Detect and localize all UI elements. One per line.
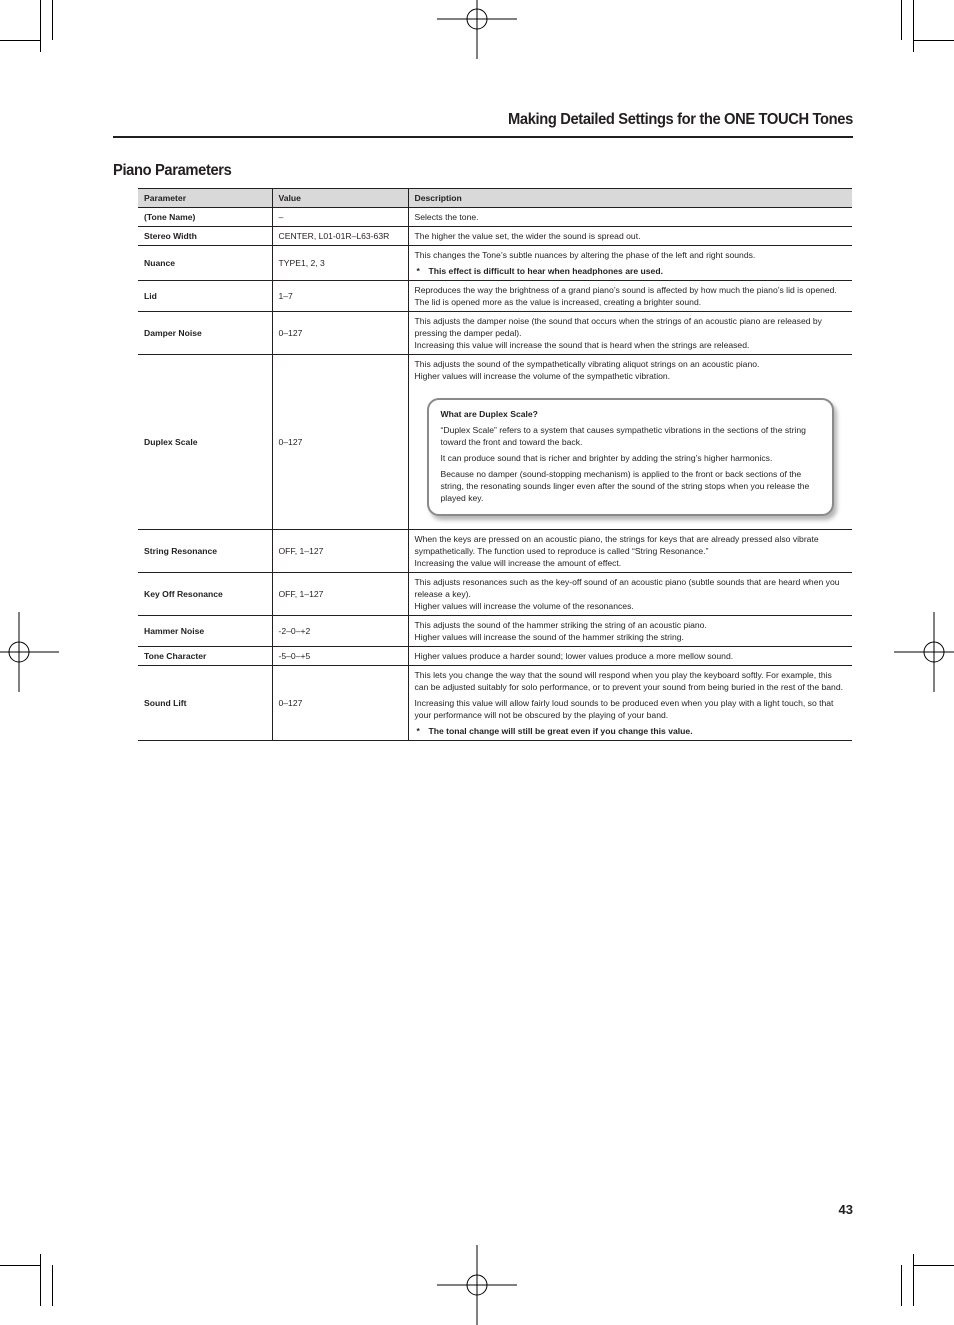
parameter-name: (Tone Name)	[138, 208, 272, 227]
note-text: This effect is difficult to hear when headphones are used.	[428, 266, 663, 276]
info-box-paragraph: Because no damper (sound-stopping mechanism) is applied to the front or back sections of the string, the resonating sounds linger even after the sound of the string stops when you release the played key.	[440, 469, 810, 503]
parameter-name: Stereo Width	[138, 227, 272, 246]
info-box-title: What are Duplex Scale?	[440, 409, 538, 419]
description-text: This changes the Tone’s subtle nuances by altering the phase of the left and right sounds.	[414, 250, 756, 260]
parameter-value: 0–127	[272, 312, 408, 355]
parameter-value: –	[272, 208, 408, 227]
info-box-paragraph: It can produce sound that is richer and brighter by adding the string’s higher harmonics.	[440, 453, 773, 463]
description-text: This adjusts the sound of the hammer striking the string of an acoustic piano. Higher values will increase the sound of the hammer striking the string.	[414, 620, 707, 642]
note	[415, 265, 847, 277]
parameter-description	[408, 246, 852, 281]
description-text: Increasing this value will allow fairly loud sounds to be produced even when you play with a light touch, so that your performance will not be obscured by the playing of your band.	[414, 698, 834, 720]
parameter-value: 0–127	[272, 666, 408, 741]
parameter-name: String Resonance	[138, 530, 272, 573]
table-row	[138, 647, 852, 666]
parameter-name: Hammer Noise	[138, 616, 272, 647]
table-row	[138, 666, 852, 741]
note-marker: *	[416, 266, 420, 276]
table-row	[138, 312, 852, 355]
note-text: The tonal change will still be great even if you change this value.	[428, 726, 693, 736]
registration-mark-icon	[894, 612, 954, 692]
table-row	[138, 246, 852, 281]
description-text: Reproduces the way the brightness of a grand piano’s sound is affected by how much the piano’s lid is opened. The lid is opened more as the value is increased, creating a brighter sound.	[414, 285, 837, 307]
table-row	[138, 355, 852, 530]
chapter-title: Making Detailed Settings for the ONE TOUCH Tones	[508, 111, 853, 128]
parameter-value: OFF, 1–127	[272, 530, 408, 573]
parameter-name: Lid	[138, 281, 272, 312]
info-box-paragraph: “Duplex Scale” refers to a system that causes sympathetic vibrations in the sections of the string toward the front and toward the back.	[440, 425, 806, 447]
description-text: Higher values produce a harder sound; lower values produce a more mellow sound.	[414, 651, 734, 661]
table-row	[138, 208, 852, 227]
parameter-value: -2–0–+2	[272, 616, 408, 647]
table-row	[138, 281, 852, 312]
description-text: This adjusts resonances such as the key-off sound of an acoustic piano (subtle sounds that are heard when you release a key). Higher values will increase the volume of the resonances.	[414, 577, 840, 611]
parameter-description	[408, 666, 852, 741]
registration-mark-icon	[437, 1245, 517, 1325]
parameter-name: Duplex Scale	[138, 355, 272, 530]
parameter-value: CENTER, L01-01R–L63-63R	[272, 227, 408, 246]
duplex-scale-info-box	[427, 398, 835, 516]
piano-parameters-table	[138, 188, 852, 741]
table-header-row	[138, 189, 852, 208]
note-marker: *	[416, 726, 420, 736]
table-row	[138, 616, 852, 647]
table-row	[138, 227, 852, 246]
parameter-value: TYPE1, 2, 3	[272, 246, 408, 281]
description-text: This adjusts the damper noise (the sound that occurs when the strings of an acoustic piano are released by pressing the damper pedal). Increasing this value will increase the sound that is heard when the strings are released.	[414, 316, 822, 350]
note	[415, 725, 847, 737]
table-row	[138, 573, 852, 616]
description-text: When the keys are pressed on an acoustic piano, the strings for keys that are already pressed also vibrate sympathetically. The function used to reproduce is called “String Resonance.” Increasing the value will increase the amount of effect.	[414, 534, 819, 568]
section-title: Piano Parameters	[113, 162, 232, 179]
parameter-description	[408, 647, 852, 666]
parameter-name: Tone Character	[138, 647, 272, 666]
description-text: Selects the tone.	[414, 212, 479, 222]
parameter-name: Sound Lift	[138, 666, 272, 741]
column-header-parameter: Parameter	[138, 189, 272, 208]
parameter-value: 1–7	[272, 281, 408, 312]
registration-mark-icon	[437, 0, 517, 59]
parameter-description	[408, 227, 852, 246]
parameter-name: Nuance	[138, 246, 272, 281]
table-row	[138, 530, 852, 573]
parameter-description	[408, 573, 852, 616]
description-text: This lets you change the way that the sound will respond when you play the keyboard softly. For example, this can be adjusted suitably for solo performance, or to prevent your sound from being buried in the rest of the band.	[414, 670, 844, 692]
registration-mark-icon	[0, 612, 59, 692]
header-divider	[113, 136, 853, 138]
parameter-description	[408, 530, 852, 573]
parameter-description	[408, 208, 852, 227]
description-text: The higher the value set, the wider the sound is spread out.	[414, 231, 641, 241]
column-header-description: Description	[408, 189, 852, 208]
parameter-value: OFF, 1–127	[272, 573, 408, 616]
parameter-name: Damper Noise	[138, 312, 272, 355]
parameter-description	[408, 355, 852, 530]
parameter-description	[408, 281, 852, 312]
parameter-value: -5–0–+5	[272, 647, 408, 666]
parameter-name: Key Off Resonance	[138, 573, 272, 616]
parameter-value: 0–127	[272, 355, 408, 530]
description-text: This adjusts the sound of the sympathetically vibrating aliquot strings on an acoustic piano. Higher values will increase the volume of the sympathetic vibration.	[414, 359, 760, 381]
page-number: 43	[838, 1202, 853, 1217]
parameter-description	[408, 312, 852, 355]
column-header-value: Value	[272, 189, 408, 208]
parameter-description	[408, 616, 852, 647]
